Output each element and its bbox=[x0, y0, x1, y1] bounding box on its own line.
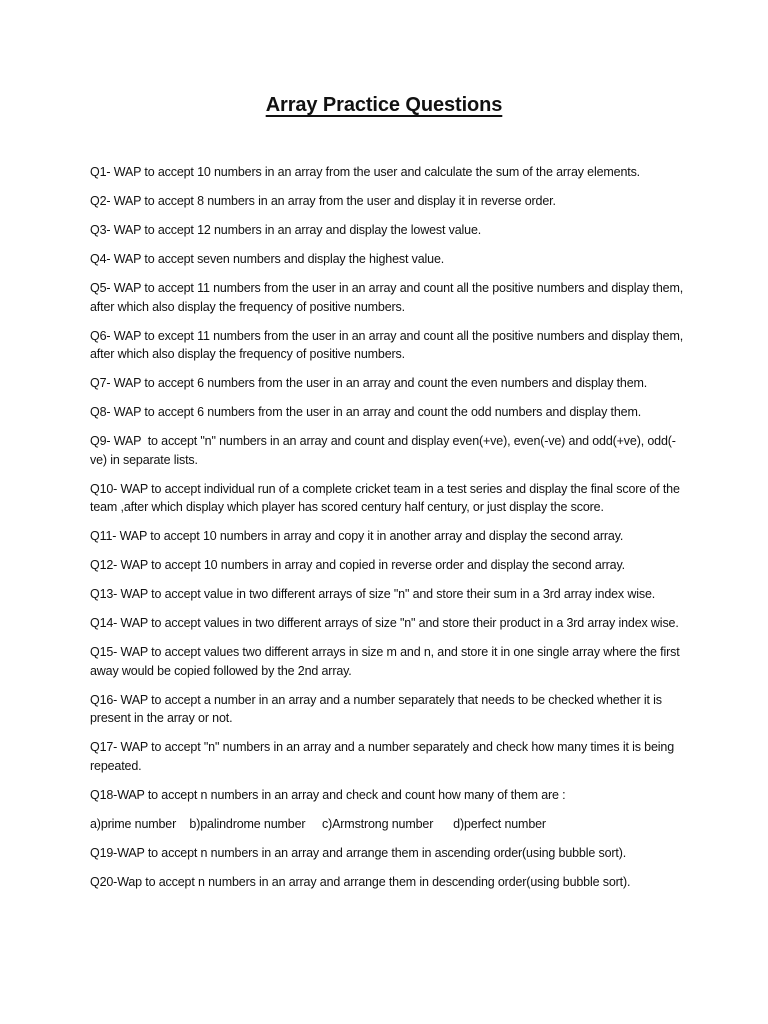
question-item: Q11- WAP to accept 10 numbers in array and copy it in another array and display the second array. bbox=[90, 529, 624, 543]
page-title: Array Practice Questions bbox=[265, 94, 503, 116]
question-item: a)prime number b)palindrome number c)Armstrong number d)perfect number bbox=[90, 816, 546, 831]
question-item: Q19-WAP to accept n numbers in an array and arrange them in ascending order(using bubble sort). bbox=[90, 845, 627, 860]
question-list bbox=[90, 163, 690, 902]
question-item: Q16- WAP to accept a number in an array and a number separately that needs to be checked whether it is present in the array or not. bbox=[90, 692, 666, 725]
question-item: Q8- WAP to accept 6 numbers from the user in an array and count the odd numbers and display them. bbox=[90, 405, 642, 419]
question-item: Q15- WAP to accept values two different arrays in size m and n, and store it in one single array where the first away would be copied followed by the 2nd array. bbox=[90, 645, 683, 678]
question-item: Q20-Wap to accept n numbers in an array and arrange them in descending order(using bubble sort). bbox=[90, 874, 631, 889]
question-item: Q5- WAP to accept 11 numbers from the user in an array and count all the positive numbers and display them, after which also display the frequency of positive numbers. bbox=[90, 281, 687, 314]
question-item: Q6- WAP to except 11 numbers from the user in an array and count all the positive numbers and display them, after which also display the frequency of positive numbers. bbox=[90, 328, 687, 361]
question-item: Q1- WAP to accept 10 numbers in an array from the user and calculate the sum of the array elements. bbox=[90, 165, 641, 179]
question-item: Q7- WAP to accept 6 numbers from the user in an array and count the even numbers and display them. bbox=[90, 376, 648, 390]
question-item: Q9- WAP to accept "n" numbers in an array and count and display even(+ve), even(-ve) and odd(+ve), odd(-ve) in separate lists. bbox=[90, 434, 676, 467]
question-item: Q17- WAP to accept "n" numbers in an array and a number separately and check how many times it is being repeated. bbox=[90, 740, 678, 773]
question-item: Q4- WAP to accept seven numbers and display the highest value. bbox=[90, 252, 445, 266]
question-item: Q3- WAP to accept 12 numbers in an array and display the lowest value. bbox=[90, 223, 482, 237]
question-item: Q14- WAP to accept values in two different arrays of size "n" and store their product in a 3rd array index wise. bbox=[90, 616, 679, 630]
question-item: Q18-WAP to accept n numbers in an array and check and count how many of them are : bbox=[90, 787, 566, 802]
question-item: Q13- WAP to accept value in two different arrays of size "n" and store their sum in a 3rd array index wise. bbox=[90, 587, 656, 601]
question-item: Q12- WAP to accept 10 numbers in array and copied in reverse order and display the second array. bbox=[90, 558, 625, 572]
question-item: Q10- WAP to accept individual run of a complete cricket team in a test series and display the final score of the team ,after which display which player has scored century half century, or just display the score. bbox=[90, 481, 684, 514]
question-item: Q2- WAP to accept 8 numbers in an array from the user and display it in reverse order. bbox=[90, 194, 556, 208]
